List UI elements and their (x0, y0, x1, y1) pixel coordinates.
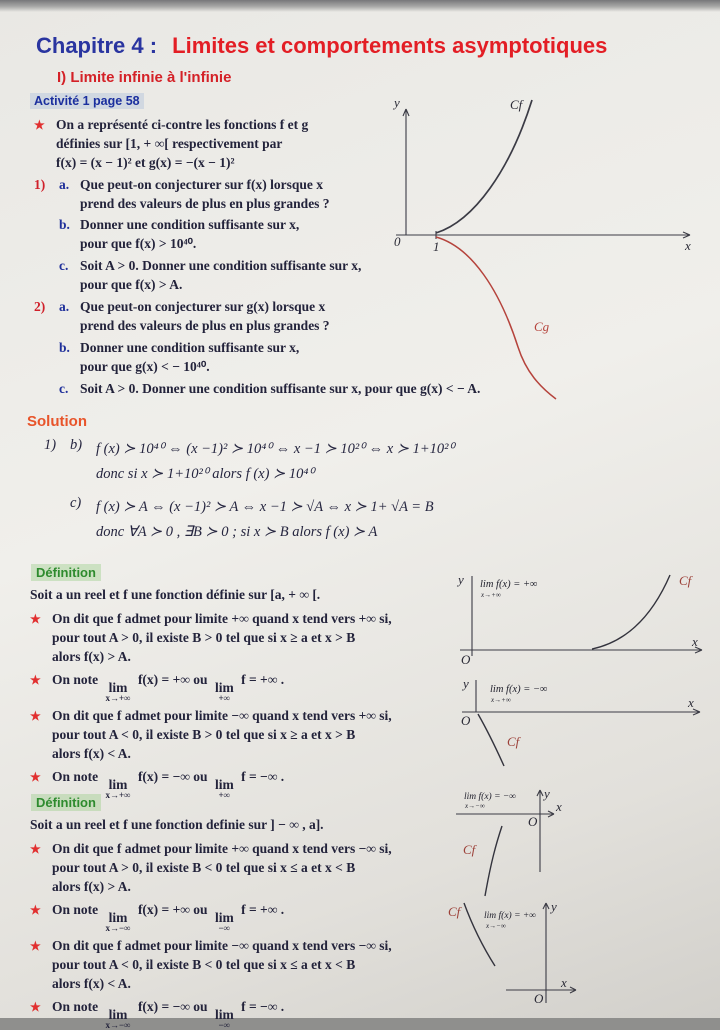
star-icon: ★ (30, 769, 41, 784)
y-axis-label: y (463, 676, 469, 691)
question-1c (34, 257, 414, 295)
question-2b (34, 339, 414, 377)
def1-graph-minus (452, 676, 710, 778)
text-line: pour tout A < 0, il existe B < 0 tel que si x ≤ a et x < B (52, 956, 356, 972)
text-line: pour que f(x) > A. (80, 277, 183, 293)
star-icon: ★ (34, 118, 45, 132)
note-pre: On note (52, 671, 99, 687)
lim-operator (215, 1008, 234, 1030)
limit-subscript: x→−∞ (486, 922, 506, 930)
definition2-bullet-1 (30, 840, 462, 897)
text-line: Soit A > 0. Donner une condition suffisante sur x, pour que g(x) < − A. (80, 380, 481, 396)
question-letter: c. (59, 380, 69, 396)
math-line: donc ∀A ≻ 0 , ∃B ≻ 0 ; si x ≻ B alors f (x) ≻ A (96, 524, 378, 541)
x-axis-label: x (561, 975, 567, 990)
text-line: Que peut-on conjecturer sur g(x) lorsque x (80, 299, 326, 315)
lim-operator (106, 778, 131, 801)
question-number: 1) (34, 176, 46, 192)
text-line: prend des valeurs de plus en plus grandes ? (80, 195, 330, 211)
y-axis-label: y (551, 899, 557, 914)
definition1-note-plus (30, 671, 462, 704)
limit-formula: lim f(x) = −∞ (464, 792, 517, 802)
limit-subscript: x→−∞ (465, 802, 485, 810)
text-line: alors f(x) < A. (52, 745, 131, 761)
def2-graph-plus (438, 898, 580, 1012)
definition2-heading: Définition (31, 794, 101, 811)
note-end: f = −∞ . (241, 768, 285, 784)
lim-word: lim (108, 776, 128, 792)
lim-word: lim (214, 909, 234, 925)
question-letter: b. (59, 339, 70, 355)
x-axis-label: x (688, 695, 694, 710)
limit-subscript: x→+∞ (491, 696, 511, 704)
lim-subscript: x→+∞ (105, 693, 131, 704)
text-line: On dit que f admet pour limite +∞ quand x tend vers +∞ si, (52, 610, 392, 626)
lim-word: lim (108, 1006, 128, 1022)
solution-item-b (44, 437, 684, 488)
definition1-bullet-1 (30, 610, 462, 667)
text-line: définies sur [1, + ∞[ respectivement par (56, 135, 283, 151)
origin-label: O (534, 991, 544, 1006)
text-line: Donner une condition suffisante sur x, (80, 339, 300, 355)
activity-heading: Activité 1 page 58 (30, 93, 144, 109)
note-end: f = −∞ . (241, 998, 285, 1014)
definition2-note-plus (30, 901, 462, 934)
text-line: Que peut-on conjecturer sur f(x) lorsque x (80, 176, 323, 192)
note-end: f = +∞ . (241, 901, 285, 917)
star-icon: ★ (30, 999, 41, 1014)
lim-word: lim (214, 679, 234, 695)
star-icon: ★ (30, 939, 41, 954)
star-icon: ★ (30, 672, 41, 687)
tick-label: 1 (433, 239, 440, 254)
lim-subscript: +∞ (218, 693, 231, 704)
origin-label: O (461, 652, 471, 667)
star-icon: ★ (30, 709, 41, 724)
text-line: On dit que f admet pour limite +∞ quand x tend vers −∞ si, (52, 840, 392, 856)
note-mid: f(x) = +∞ ou (137, 901, 208, 917)
definition1-intro: Soit a un reel et f une fonction définie sur [a, + ∞ [. (30, 587, 321, 602)
text-line: alors f(x) > A. (52, 648, 131, 664)
text-line: Donner une condition suffisante sur x, (80, 217, 300, 233)
text-line: On a représenté ci-contre les fonctions f et g (56, 117, 309, 132)
activity-intro (34, 116, 414, 173)
question-letter: c. (59, 258, 69, 274)
text-line: pour que f(x) > 10⁴⁰. (80, 236, 197, 252)
note-mid: f(x) = +∞ ou (137, 671, 208, 687)
lim-subscript: x→+∞ (105, 790, 131, 801)
note-pre: On note (52, 901, 99, 917)
note-pre: On note (52, 998, 99, 1014)
text-line: pour tout A > 0, il existe B > 0 tel que si x ≥ a et x > B (52, 629, 356, 645)
y-axis-label: y (394, 95, 400, 110)
lim-operator (106, 911, 131, 934)
section-title: I) Limite infinie à l'infinie (57, 69, 232, 86)
question-2c (34, 380, 481, 399)
def2-graph-minus (448, 786, 583, 898)
y-axis-label: y (544, 786, 550, 801)
note-mid: f(x) = −∞ ou (137, 998, 208, 1014)
definition2-note-minus (30, 998, 462, 1030)
chapter-heading (36, 33, 607, 59)
lim-operator (215, 681, 234, 704)
lim-subscript: −∞ (218, 923, 231, 934)
text-line: On dit que f admet pour limite −∞ quand x tend vers −∞ si, (52, 938, 392, 954)
star-icon: ★ (30, 611, 41, 626)
lim-operator (106, 681, 131, 704)
limit-formula: lim f(x) = +∞ (480, 579, 538, 590)
cf-label: Cf (463, 842, 476, 857)
definition2-bullet-3 (30, 937, 462, 994)
solution-item-c (44, 495, 684, 546)
note-end: f = +∞ . (241, 671, 285, 687)
math-line: donc si x ≻ 1+10²⁰ alors f (x) ≻ 10⁴⁰ (96, 466, 315, 483)
text-line: alors f(x) > A. (52, 878, 131, 894)
activity-block (34, 116, 481, 398)
lim-operator (106, 1008, 131, 1030)
text-line: pour tout A < 0, il existe B > 0 tel que si x ≥ a et x > B (52, 726, 356, 742)
solution-letter: c) (70, 494, 82, 511)
star-icon: ★ (30, 902, 41, 917)
chapter-label: Chapitre 4 : (36, 33, 158, 58)
definition1-bullet-3 (30, 707, 462, 764)
origin-label: O (461, 713, 471, 728)
cf-curve (478, 714, 504, 766)
cf-curve (592, 575, 670, 649)
lim-subscript: x→−∞ (105, 1020, 131, 1030)
question-number: 2) (34, 299, 46, 315)
y-axis-label: y (458, 572, 464, 587)
definition2-intro: Soit a un reel et f une fonction definie sur ] − ∞ , a]. (30, 817, 324, 832)
question-1b (34, 216, 414, 254)
math-line: f (x) ≻ 10⁴⁰ ⇔ (x −1)² ≻ 10⁴⁰ ⇔ x −1 ≻ 10²⁰ ⇔ x ≻ 1+10²⁰ (96, 441, 455, 457)
lim-word: lim (108, 679, 128, 695)
note-pre: On note (52, 768, 99, 784)
question-letter: b. (59, 217, 70, 233)
cf-label: Cf (507, 734, 520, 749)
text-line: Soit A > 0. Donner une condition suffisante sur x, (80, 258, 362, 274)
origin-label: O (528, 814, 538, 829)
x-axis-label: x (692, 634, 698, 649)
solution-letter: b) (70, 437, 83, 453)
main-graph (392, 95, 700, 407)
origin-label: 0 (394, 234, 401, 249)
cf-curve (485, 826, 502, 896)
text-line: On dit que f admet pour limite −∞ quand x tend vers +∞ si, (52, 708, 392, 724)
lim-subscript: x→−∞ (105, 923, 131, 934)
cg-curve (436, 237, 556, 399)
text-line: prend des valeurs de plus en plus grandes ? (80, 317, 330, 333)
star-icon: ★ (30, 841, 41, 856)
definition2-block (30, 816, 462, 1030)
question-letter: a. (59, 176, 70, 192)
solution-number: 1) (44, 437, 57, 453)
limit-subscript: x→+∞ (481, 591, 501, 599)
lim-subscript: −∞ (218, 1020, 231, 1030)
note-mid: f(x) = −∞ ou (137, 768, 208, 784)
x-axis-label: x (685, 238, 691, 253)
x-axis-label: x (556, 799, 562, 814)
lim-word: lim (214, 776, 234, 792)
text-line: alors f(x) < A. (52, 975, 131, 991)
cf-label: Cf (510, 97, 523, 112)
chapter-title: Limites et comportements asymptotiques (172, 33, 608, 58)
cf-label: Cf (448, 904, 461, 919)
text-line: pour que g(x) < − 10⁴⁰. (80, 358, 210, 374)
lim-operator (215, 778, 234, 801)
question-2a (34, 298, 414, 336)
lim-subscript: +∞ (218, 790, 231, 801)
math-line: f (x) ≻ A ⇔ (x −1)² ≻ A ⇔ x −1 ≻ √A ⇔ x ≻ 1+ √A = B (96, 498, 434, 515)
solution-block (44, 437, 684, 546)
solution-heading: Solution (27, 413, 87, 430)
lim-word: lim (214, 1006, 234, 1022)
limit-formula: lim f(x) = +∞ (484, 911, 537, 921)
limit-formula: lim f(x) = −∞ (490, 684, 548, 695)
cf-label: Cf (679, 573, 692, 588)
formula-line: f(x) = (x − 1)² et g(x) = −(x − 1)² (56, 154, 235, 170)
definition1-block (30, 586, 462, 800)
cg-label: Cg (534, 319, 550, 334)
def1-graph-plus (452, 572, 710, 670)
question-1a (34, 176, 414, 214)
lim-operator (215, 911, 234, 934)
question-letter: a. (59, 299, 70, 315)
definition1-heading: Définition (31, 564, 101, 581)
lim-word: lim (108, 909, 128, 925)
text-line: pour tout A > 0, il existe B < 0 tel que si x ≤ a et x < B (52, 859, 356, 875)
cf-curve (436, 100, 532, 233)
photo-edge (0, 0, 720, 12)
